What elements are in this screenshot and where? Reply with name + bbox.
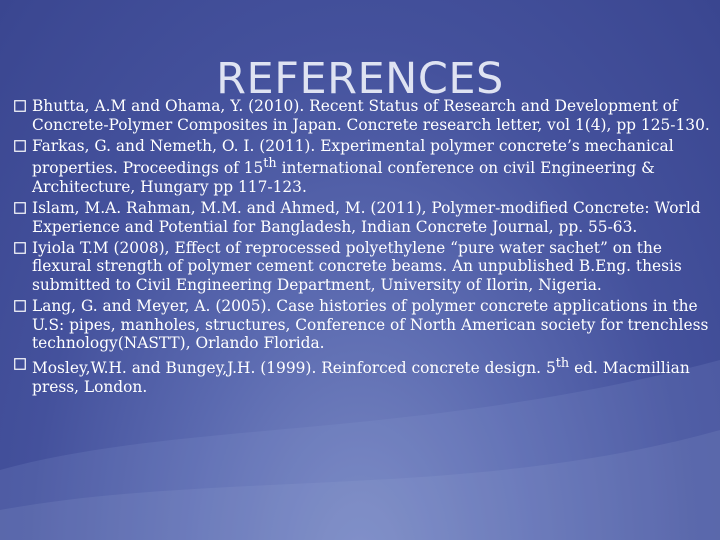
- ordinal-superscript: th: [263, 156, 277, 172]
- reference-list: [14, 97, 714, 399]
- reference-text: Bhutta, A.M and Ohama, Y. (2010). Recent Status of Research and Development of Concrete-Polymer Composites in Japan. Concrete research letter, vol 1(4), pp 125-130.: [32, 97, 710, 134]
- square-bullet-icon: [14, 242, 26, 254]
- reference-text: Iyiola T.M (2008), Effect of reprocessed polyethylene “pure water sachet” on the flexural strength of polymer cement concrete beams. An unpublished B.Eng. thesis submitted to Civil Engineering Department, University of Ilorin, Nigeria.: [32, 238, 682, 294]
- square-bullet-icon: [14, 300, 26, 312]
- square-bullet-icon: [14, 202, 26, 214]
- reference-item: [14, 199, 714, 236]
- reference-text: Farkas, G. and Nemeth, O. I. (2011). Experimental polymer concrete’s mechanical properties. Proceedings of 15: [32, 136, 674, 178]
- reference-text: international conference on civil Engineering & Architecture, Hungary pp 117-123.: [32, 159, 655, 196]
- square-bullet-icon: [14, 358, 26, 370]
- reference-text: ed. Macmillian press, London.: [32, 359, 690, 397]
- square-bullet-icon: [14, 100, 26, 112]
- reference-text: Islam, M.A. Rahman, M.M. and Ahmed, M. (2011), Polymer-modified Concrete: World Experience and Potential for Bangladesh, Indian Concrete Journal, pp. 55-63.: [32, 199, 701, 236]
- ordinal-superscript: th: [555, 356, 570, 372]
- slide-title: REFERENCES: [216, 54, 504, 104]
- reference-item: [14, 239, 714, 295]
- reference-item: [14, 137, 714, 197]
- reference-item: [14, 355, 714, 396]
- reference-item: [14, 97, 714, 134]
- square-bullet-icon: [14, 140, 26, 152]
- reference-text: Mosley,W.H. and Bungey,J.H. (1999). Reinforced concrete design. 5: [32, 359, 556, 378]
- reference-item: [14, 297, 714, 353]
- reference-text: Lang, G. and Meyer, A. (2005). Case histories of polymer concrete applications in the U.S: pipes, manholes, structures, Conference of North American society for trenchless technology(NASTT), Orlando Florida.: [32, 297, 709, 353]
